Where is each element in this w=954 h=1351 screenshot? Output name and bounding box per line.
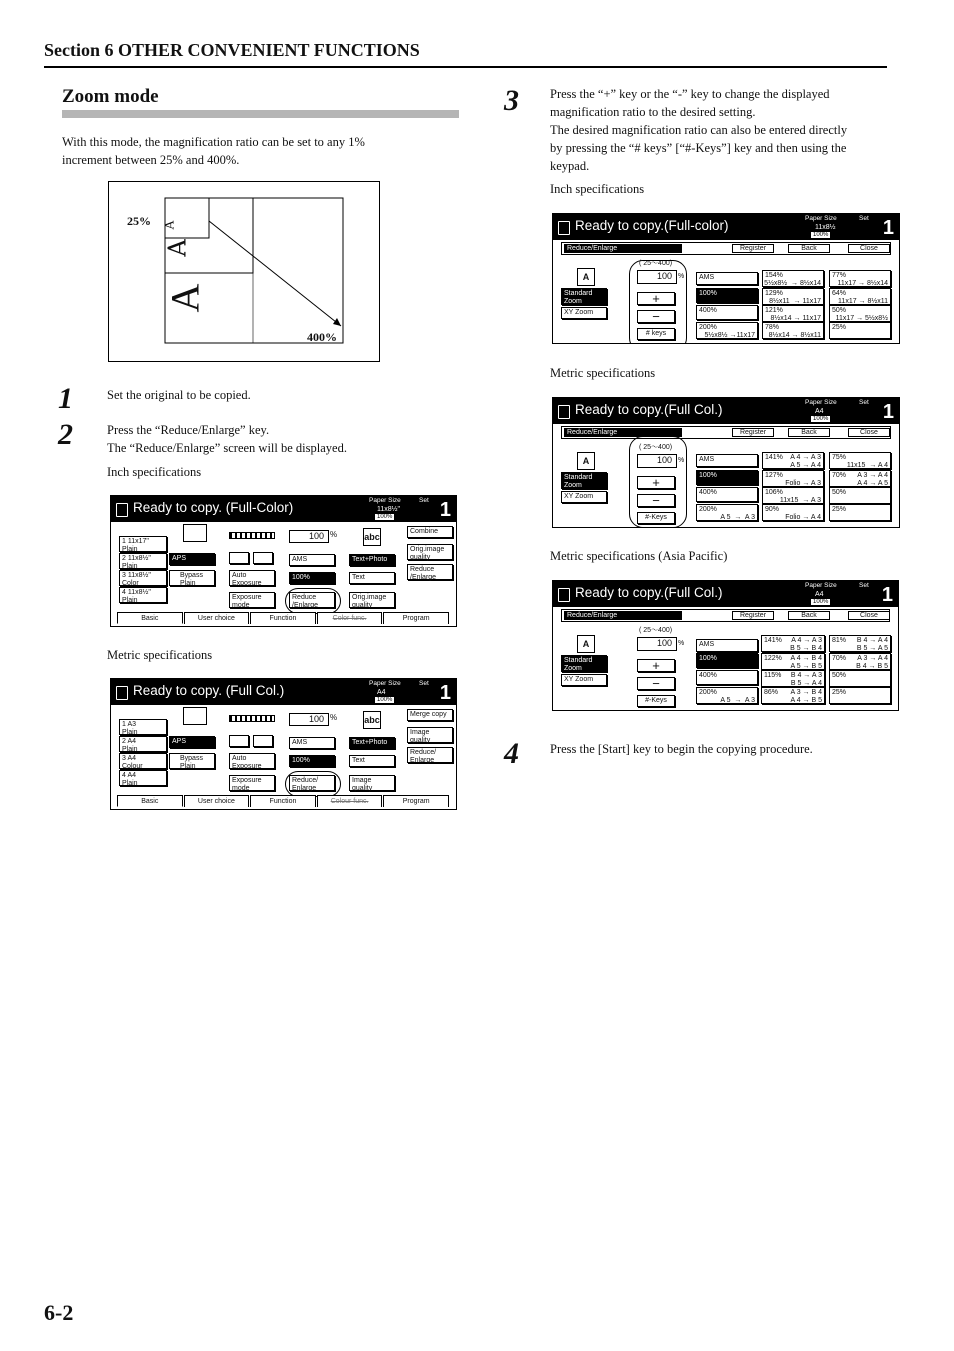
ratio-cell[interactable]: [829, 305, 891, 322]
diagram-letter-large: A: [162, 283, 208, 313]
copier-icon: [183, 707, 207, 725]
ratio-label: 141%: [764, 637, 782, 644]
standard-zoom-button[interactable]: Standard Zoom: [561, 288, 607, 305]
diagram-letter-medium: A: [163, 239, 192, 257]
set-count: 1: [439, 499, 451, 521]
original-type-icon: abc: [363, 528, 381, 546]
step-line: keypad.: [550, 159, 590, 173]
ratio-label: 400%: [699, 307, 717, 314]
original-icon: A: [577, 635, 595, 653]
paper-size-value: 11x8½: [815, 224, 836, 231]
set-label: Set: [419, 497, 429, 504]
intro-line: increment between 25% and 400%.: [62, 153, 240, 167]
step-number: 1: [58, 382, 73, 415]
paper-size-value: A4: [377, 689, 386, 696]
tray-1-button[interactable]: 1 11x17" Plain: [119, 536, 167, 552]
step-number: 2: [58, 418, 73, 451]
ratio-label: AMS: [699, 641, 715, 648]
screen-header: [553, 398, 899, 424]
minus-button[interactable]: −: [637, 494, 675, 507]
ratio-sizes: 11x17 → 8½x14: [837, 280, 888, 287]
zoom-percent-badge: 100%: [813, 232, 829, 238]
ratio-label: 400%: [699, 489, 717, 496]
zoom-range: ( 25～400): [639, 627, 673, 634]
reduce-enlarge-bar: [561, 426, 891, 439]
set-count: 1: [881, 584, 893, 606]
step-line: The desired magnification ratio can also be entered directly: [550, 123, 848, 137]
tab-user-choice[interactable]: User choice: [184, 612, 250, 624]
zoom-value-display: 100: [637, 454, 677, 468]
exposure-lighter-button[interactable]: [229, 735, 249, 747]
ratio-label: 200%: [699, 506, 717, 513]
step-line: Press the “Reduce/Enlarge” key.: [107, 423, 270, 437]
ratio-sizes: 8½x11 → 11x17: [769, 298, 821, 305]
ratio-cell-ams[interactable]: [696, 272, 758, 285]
paper-size-label: Paper Size: [369, 497, 401, 504]
ratio-label: 25%: [832, 324, 847, 331]
xy-zoom-button[interactable]: XY Zoom: [561, 674, 607, 686]
tab-program[interactable]: Program: [383, 612, 449, 624]
register-button[interactable]: Register: [732, 428, 774, 437]
ratio-label: 50%: [832, 307, 847, 314]
screen-title: Ready to copy.(Full Col.): [575, 402, 723, 417]
tray-2-button[interactable]: 2 A4 Plain: [119, 736, 167, 752]
ratio-label: 100%: [699, 472, 717, 479]
tab-color-func[interactable]: Color func.: [317, 612, 383, 624]
reduce-enlarge-label: Reduce/Enlarge: [564, 244, 682, 253]
ratio-sizes: B 4 → A 3 B 5 → A 4: [790, 672, 822, 687]
ratio-cell[interactable]: [762, 487, 824, 504]
caption-inch-3: Inch specifications: [550, 182, 645, 196]
side-reduce-enlarge-button[interactable]: Reduce /Enlarge: [407, 564, 453, 580]
screen-header: [553, 214, 899, 240]
ratio-cell-400[interactable]: [696, 670, 758, 685]
title-underline-bar: [62, 110, 459, 118]
exposure-mode-button[interactable]: Exposure mode: [229, 775, 275, 791]
step-number: 4: [504, 737, 519, 770]
text-photo-button[interactable]: Text+Photo: [349, 737, 395, 749]
intro-paragraph: [62, 133, 462, 169]
ratio-sizes: A 4 → A 3 A 5 → A 4: [790, 454, 821, 469]
tab-colour-func[interactable]: Colour func.: [317, 795, 383, 807]
step-line: magnification ratio to the desired setting.: [550, 105, 756, 119]
ratio-cell[interactable]: [829, 687, 891, 704]
section-rule: [44, 66, 887, 68]
ratio-label: 200%: [699, 689, 717, 696]
side-image-quality-button[interactable]: Image quality: [407, 727, 453, 743]
ratio-label: 122%: [764, 655, 782, 662]
number-keys-button[interactable]: #-Keys: [637, 695, 675, 707]
set-label: Set: [859, 399, 869, 406]
ratio-sizes: 11x17 → 8½x11: [838, 298, 888, 305]
number-keys-button[interactable]: # keys: [637, 328, 675, 340]
highlight-circle: [285, 588, 341, 614]
tray-3-button[interactable]: 3 A4 Colour: [119, 753, 167, 769]
exposure-scale: [229, 532, 275, 539]
zoom-range: ( 25～400): [639, 260, 673, 267]
text-button[interactable]: Text: [349, 572, 395, 584]
ratio-sizes: A 3 → A 4 A 4 → A 5: [857, 472, 888, 487]
caption-metric-3: Metric specifications: [550, 366, 656, 380]
ratio-label: 50%: [832, 489, 847, 496]
zoom-100-button[interactable]: 100%: [289, 572, 335, 584]
register-button[interactable]: Register: [732, 244, 774, 253]
page-title: Zoom mode: [62, 86, 159, 107]
ratio-cell[interactable]: [761, 635, 825, 652]
zoom-screen-inch: [552, 213, 900, 344]
ratio-label: 90%: [765, 506, 780, 513]
ratio-cell-ams[interactable]: [696, 639, 758, 652]
zoom-percent-badge: 100%: [377, 514, 393, 520]
number-keys-button[interactable]: #-Keys: [637, 512, 675, 524]
ratio-label: 86%: [764, 689, 779, 696]
zoom-unit: %: [678, 640, 685, 647]
auto-exposure-button[interactable]: Auto Exposure: [229, 753, 275, 769]
zoom-unit: %: [330, 713, 338, 722]
ratio-label: 154%: [765, 272, 783, 279]
paper-size-label: Paper Size: [805, 215, 837, 222]
paper-size-label: Paper Size: [369, 680, 401, 687]
exposure-scale: [229, 715, 275, 722]
reduce-enlarge-button[interactable]: Reduce /Enlarge: [289, 592, 335, 608]
step-line: Set the original to be copied.: [107, 388, 251, 402]
document-icon: [116, 503, 128, 517]
highlight-circle: [629, 436, 687, 528]
zoom-diagram-graphic: [109, 182, 381, 363]
set-label: Set: [859, 582, 869, 589]
aps-button[interactable]: APS: [169, 736, 215, 748]
paper-size-label: Paper Size: [805, 582, 837, 589]
plus-button[interactable]: +: [637, 476, 675, 489]
document-icon: [558, 405, 570, 419]
ratio-cell[interactable]: [762, 322, 824, 339]
xy-zoom-button[interactable]: XY Zoom: [561, 307, 607, 319]
ratio-label: 81%: [832, 637, 847, 644]
aps-button[interactable]: APS: [169, 553, 215, 565]
tray-3-button[interactable]: 3 11x8½" Color: [119, 570, 167, 586]
ratio-cell[interactable]: [829, 270, 891, 287]
ratio-sizes: 8½x14 → 11x17: [770, 315, 821, 322]
back-button[interactable]: Back: [788, 611, 830, 620]
bypass-button[interactable]: Bypass Plain: [169, 753, 215, 769]
ratio-sizes: Folio → A 4: [785, 514, 821, 521]
ratio-label: 64%: [832, 290, 847, 297]
text-photo-button[interactable]: Text+Photo: [349, 554, 395, 566]
ratio-sizes: 5½x8½ →11x17: [704, 332, 755, 339]
ratio-cell[interactable]: [829, 322, 891, 339]
ratio-cell-400[interactable]: [696, 305, 758, 320]
ratio-cell[interactable]: [761, 687, 825, 704]
ratio-label: 127%: [765, 472, 783, 479]
ratio-cell-ams[interactable]: [696, 454, 758, 467]
tab-function[interactable]: Function: [250, 612, 316, 624]
ratio-label: 200%: [699, 324, 717, 331]
ratio-label: 25%: [832, 689, 847, 696]
paper-size-label: Paper Size: [805, 399, 837, 406]
basic-screen-inch: [110, 495, 457, 627]
ratio-sizes: A 4 → B 4 A 5 → B 5: [790, 655, 822, 670]
step-number: 3: [504, 84, 519, 117]
ratio-label: 121%: [765, 307, 783, 314]
zoom-100-button[interactable]: 100%: [289, 755, 335, 767]
plus-button[interactable]: +: [637, 659, 675, 672]
ratio-cell[interactable]: [762, 470, 824, 487]
ratio-label: 100%: [699, 290, 717, 297]
merge-copy-button[interactable]: Merge copy: [407, 709, 453, 721]
paper-size-value: A4: [815, 591, 824, 598]
tab-basic[interactable]: Basic: [117, 612, 183, 624]
section-title: Section 6 OTHER CONVENIENT FUNCTIONS: [44, 40, 420, 60]
ratio-label: 115%: [764, 672, 782, 679]
ratio-cell-200[interactable]: [696, 687, 758, 704]
ratio-sizes: A 5 → A 3: [720, 514, 755, 521]
side-reduce-enlarge-button[interactable]: Reduce/ Enlarge: [407, 747, 453, 763]
orig-image-quality-button[interactable]: Orig.image quality: [349, 592, 395, 608]
combine-button[interactable]: Combine: [407, 526, 453, 538]
set-count: 1: [882, 217, 894, 239]
ratio-cell[interactable]: [829, 670, 891, 687]
tab-program[interactable]: Program: [383, 795, 449, 807]
step-text: [550, 740, 813, 758]
screen-header: [111, 496, 456, 522]
close-button[interactable]: Close: [848, 428, 890, 437]
ratio-cell[interactable]: [762, 452, 824, 469]
exposure-darker-button[interactable]: [253, 552, 273, 564]
screen-title: Ready to copy.(Full Col.): [575, 585, 723, 600]
set-label: Set: [859, 215, 869, 222]
tab-function[interactable]: Function: [250, 795, 316, 807]
auto-exposure-button[interactable]: Auto Exposure: [229, 570, 275, 586]
step-text: [107, 386, 251, 404]
copier-icon: [183, 524, 207, 542]
zoom-value-display: 100: [289, 530, 329, 543]
ratio-sizes: A 5 → A 3: [720, 697, 755, 704]
minus-button[interactable]: −: [637, 310, 675, 323]
set-count: 1: [439, 682, 451, 704]
zoom-percent-badge: 100%: [377, 697, 393, 703]
caption-inch: Inch specifications: [107, 465, 202, 479]
minus-button[interactable]: −: [637, 677, 675, 690]
document-icon: [558, 221, 570, 235]
exposure-lighter-button[interactable]: [229, 552, 249, 564]
set-label: Set: [419, 680, 429, 687]
ratio-label: 141%: [765, 454, 783, 461]
zoom-screen-metric: [552, 397, 900, 528]
ratio-label: 75%: [832, 454, 847, 461]
tab-bar: [117, 612, 450, 624]
exposure-mode-button[interactable]: Exposure mode: [229, 592, 275, 608]
xy-zoom-button[interactable]: XY Zoom: [561, 491, 607, 503]
ams-button[interactable]: AMS: [289, 554, 335, 566]
ratio-cell-400[interactable]: [696, 487, 758, 502]
zoom-value-display: 100: [289, 713, 329, 726]
zoom-unit: %: [678, 273, 685, 280]
ratio-label: 78%: [765, 324, 780, 331]
ratio-label: 50%: [832, 672, 847, 679]
ratio-cell[interactable]: [762, 504, 824, 521]
back-button[interactable]: Back: [788, 428, 830, 437]
ratio-sizes: A 4 → A 3 B 5 → B 4: [790, 637, 822, 652]
diagram-label-large: 400%: [307, 330, 337, 344]
zoom-percent-badge: 100%: [813, 416, 829, 422]
side-image-quality-button[interactable]: Orig.image quality: [407, 544, 453, 560]
ams-button[interactable]: AMS: [289, 737, 335, 749]
reduce-enlarge-bar: [561, 242, 891, 255]
ratio-cell[interactable]: [761, 653, 825, 670]
tray-2-button[interactable]: 2 11x8½" Plain: [119, 553, 167, 569]
tab-user-choice[interactable]: User choice: [184, 795, 250, 807]
ratio-cell-100[interactable]: [696, 470, 758, 485]
screen-header: [111, 679, 456, 705]
screen-header: [553, 581, 898, 607]
ratio-label: 70%: [832, 472, 847, 479]
step-line: Press the [Start] key to begin the copying procedure.: [550, 742, 813, 756]
ratio-label: AMS: [699, 456, 715, 463]
original-type-icon: abc: [363, 711, 381, 729]
zoom-unit: %: [330, 530, 338, 539]
bypass-button[interactable]: Bypass Plain: [169, 570, 215, 586]
ratio-label: 70%: [832, 655, 847, 662]
back-button[interactable]: Back: [788, 244, 830, 253]
zoom-value-display: 100: [637, 637, 677, 651]
image-quality-button[interactable]: Image quality: [349, 775, 395, 791]
ratio-cell-100[interactable]: [696, 288, 758, 303]
standard-zoom-button[interactable]: Standard Zoom: [561, 472, 607, 489]
ratio-label: 25%: [832, 506, 847, 513]
standard-zoom-button[interactable]: Standard Zoom: [561, 655, 607, 672]
caption-metric: Metric specifications: [107, 648, 213, 662]
zoom-percent-badge: 100%: [813, 599, 829, 605]
ratio-cell[interactable]: [829, 504, 891, 521]
step-line: The “Reduce/Enlarge” screen will be displayed.: [107, 441, 347, 455]
step-text: [107, 421, 347, 457]
tray-4-button[interactable]: 4 A4 Plain: [119, 770, 167, 786]
screen-title: Ready to copy.(Full-color): [575, 218, 729, 233]
ratio-sizes: B 4 → A 4 B 5 → A 5: [856, 637, 888, 652]
set-count: 1: [882, 401, 894, 423]
original-icon: A: [577, 268, 595, 286]
ratio-sizes: 11x15 → A 4: [846, 462, 888, 469]
tab-bar: [117, 795, 450, 807]
intro-line: With this mode, the magnification ratio can be set to any 1%: [62, 135, 365, 149]
document-icon: [116, 686, 128, 700]
zoom-diagram: [108, 181, 380, 362]
screen-title: Ready to copy. (Full-Color): [133, 500, 294, 515]
reduce-enlarge-bar: [561, 609, 890, 622]
diagram-letter-small: A: [162, 220, 177, 230]
ratio-cell[interactable]: [761, 670, 825, 687]
ratio-cell[interactable]: [829, 635, 891, 652]
ratio-cell[interactable]: [762, 305, 824, 322]
ratio-label: 77%: [832, 272, 847, 279]
ratio-cell[interactable]: [762, 288, 824, 305]
diagram-label-small: 25%: [127, 214, 151, 228]
ratio-sizes: A 3 → B 4 A 4 → B 5: [790, 689, 822, 704]
reduce-enlarge-label: Reduce/Enlarge: [564, 428, 682, 437]
ratio-cell-200[interactable]: [696, 322, 758, 339]
zoom-value-display: 100: [637, 270, 677, 284]
text-button[interactable]: Text: [349, 755, 395, 767]
zoom-range: ( 25～400): [639, 444, 673, 451]
highlight-circle: [285, 771, 341, 797]
ratio-cell[interactable]: [829, 653, 891, 670]
ratio-cell[interactable]: [829, 487, 891, 504]
step-line: by pressing the “# keys” [“#-Keys”] key and then using the: [550, 141, 847, 155]
close-button[interactable]: Close: [848, 611, 890, 620]
ratio-label: 100%: [699, 655, 717, 662]
close-button[interactable]: Close: [848, 244, 890, 253]
paper-size-value: A4: [815, 408, 824, 415]
plus-button[interactable]: +: [637, 292, 675, 305]
ratio-sizes: 8½x14 → 8½x11: [768, 332, 821, 339]
ratio-sizes: 11x17 → 5½x8½: [835, 315, 888, 322]
ratio-sizes: 5½x8½ → 8½x14: [764, 280, 821, 287]
ratio-cell[interactable]: [829, 470, 891, 487]
reduce-enlarge-button[interactable]: Reduce/ Enlarge: [289, 775, 335, 791]
ratio-sizes: A 3 → A 4 B 4 → B 5: [856, 655, 888, 670]
ratio-cell-200[interactable]: [696, 504, 758, 521]
zoom-unit: %: [678, 457, 685, 464]
caption-asia-3: Metric specifications (Asia Pacific): [550, 549, 728, 563]
basic-screen-metric: [110, 678, 457, 810]
ratio-label: 106%: [765, 489, 783, 496]
document-icon: [558, 588, 570, 602]
step-line: Press the “+” key or the “-” key to change the displayed: [550, 87, 830, 101]
register-button[interactable]: Register: [732, 611, 774, 620]
ratio-label: AMS: [699, 274, 715, 281]
tab-basic[interactable]: Basic: [117, 795, 183, 807]
ratio-cell-100[interactable]: [696, 653, 758, 668]
highlight-circle: [629, 260, 687, 344]
ratio-cell[interactable]: [829, 288, 891, 305]
step-text: [550, 85, 910, 175]
ratio-label: 129%: [765, 290, 783, 297]
reduce-enlarge-label: Reduce/Enlarge: [564, 611, 682, 620]
paper-size-value: 11x8½": [377, 506, 400, 513]
tray-1-button[interactable]: 1 A3 Plain: [119, 719, 167, 735]
screen-title: Ready to copy. (Full Col.): [133, 683, 285, 698]
tray-4-button[interactable]: 4 11x8½" Plain: [119, 587, 167, 603]
ratio-sizes: 11x15 → A 3: [779, 497, 821, 504]
page-number: 6-2: [44, 1300, 74, 1325]
original-icon: A: [577, 452, 595, 470]
ratio-sizes: Folio → A 3: [785, 480, 821, 487]
ratio-label: 400%: [699, 672, 717, 679]
ratio-cell[interactable]: [829, 452, 891, 469]
ratio-cell[interactable]: [762, 270, 824, 287]
exposure-darker-button[interactable]: [253, 735, 273, 747]
zoom-screen-asia: [552, 580, 899, 711]
